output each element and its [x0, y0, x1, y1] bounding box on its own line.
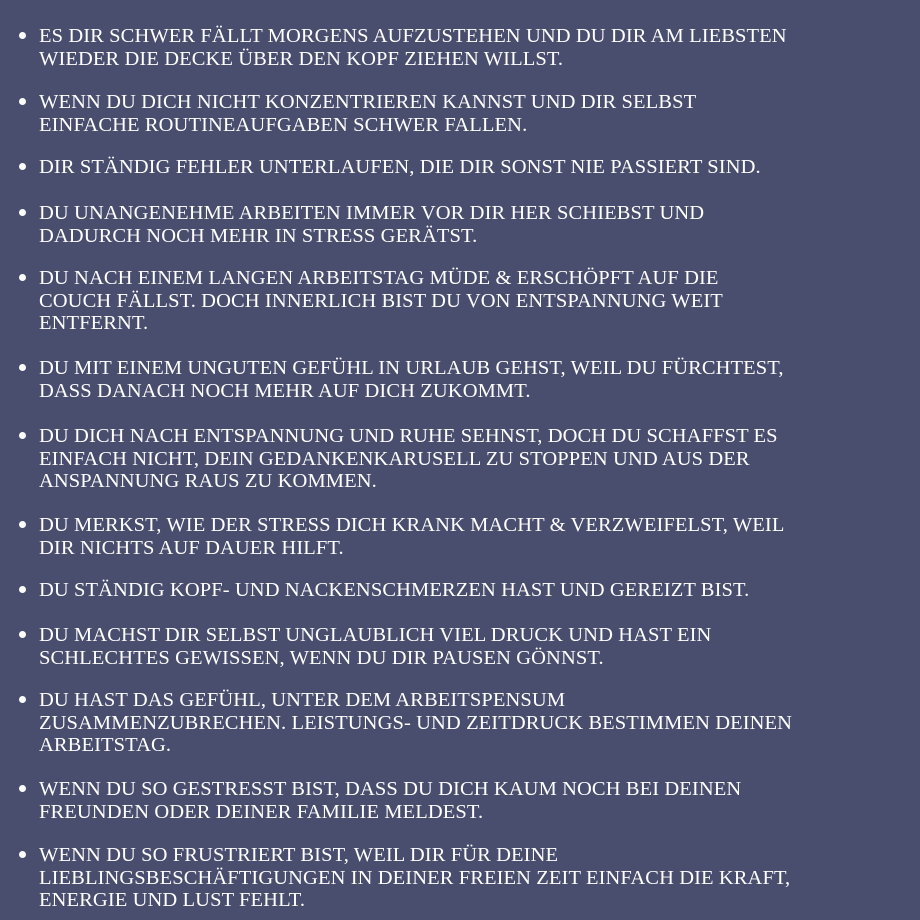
list-item-text-line: ANSPANNUNG RAUS ZU KOMMEN.	[39, 470, 377, 492]
bullet-icon	[19, 586, 26, 593]
list-item-text-line: WIEDER DIE DECKE ÜBER DEN KOPF ZIEHEN WILLST.	[39, 47, 564, 70]
list-item-text-line: DU UNANGENEHME ARBEITEN IMMER VOR DIR HER SCHIEBST UND	[39, 202, 705, 224]
bullet-icon	[19, 364, 26, 371]
list-item-text-line: WENN DU SO GESTRESST BIST, DASS DU DICH KAUM NOCH BEI DEINEN	[39, 778, 742, 800]
list-item-text-line: ENTFERNT.	[39, 312, 149, 334]
bullet-icon	[19, 432, 26, 439]
bullet-icon	[19, 163, 26, 170]
bullet-icon	[19, 851, 26, 858]
bullet-icon	[19, 32, 26, 39]
list-item-text-line: DU MACHST DIR SELBST UNGLAUBLICH VIEL DRUCK UND HAST EIN	[39, 624, 712, 646]
list-item-text-line: SCHLECHTES GEWISSEN, WENN DU DIR PAUSEN GÖNNST.	[39, 646, 604, 669]
list-item-text-line: DU MERKST, WIE DER STRESS DICH KRANK MACHT & VERZWEIFELST, WEIL	[39, 514, 785, 536]
bullet-icon	[19, 209, 26, 216]
list-item-text-line: DADURCH NOCH MEHR IN STRESS GERÄTST.	[39, 224, 478, 247]
bullet-icon	[19, 785, 26, 792]
list-item-text-line: ES DIR SCHWER FÄLLT MORGENS AUFZUSTEHEN UND DU DIR AM LIEBSTEN	[39, 25, 787, 47]
list-item-text-line: EINFACHE ROUTINEAUFGABEN SCHWER FALLEN.	[39, 113, 528, 136]
bullet-icon	[19, 631, 26, 638]
list-item-text-line: DU STÄNDIG KOPF- UND NACKENSCHMERZEN HAST UND GEREIZT BIST.	[39, 579, 750, 601]
list-item-text-line: DU DICH NACH ENTSPANNUNG UND RUHE SEHNST, DOCH DU SCHAFFST ES	[39, 425, 778, 447]
bullet-icon	[19, 521, 26, 528]
list-item-text-line: ENERGIE UND LUST FEHLT.	[39, 889, 306, 911]
list-item-text-line: DIR NICHTS AUF DAUER HILFT.	[39, 536, 344, 559]
list-item-text-line: DIR STÄNDIG FEHLER UNTERLAUFEN, DIE DIR SONST NIE PASSIERT SIND.	[39, 156, 761, 178]
bullet-icon	[19, 274, 26, 281]
list-item-text-line: LIEBLINGSBESCHÄFTIGUNGEN IN DEINER FREIEN ZEIT EINFACH DIE KRAFT,	[39, 866, 791, 889]
list-item-text-line: COUCH FÄLLST. DOCH INNERLICH BIST DU VON ENTSPANNUNG WEIT	[39, 289, 723, 312]
list-item-text-line: DU NACH EINEM LANGEN ARBEITSTAG MÜDE & ERSCHÖPFT AUF DIE	[39, 267, 719, 289]
list-item-text-line: EINFACH NICHT, DEIN GEDANKENKARUSELL ZU STOPPEN UND AUS DER	[39, 447, 750, 470]
list-item-text-line: DU HAST DAS GEFÜHL, UNTER DEM ARBEITSPENSUM	[39, 689, 566, 711]
list-item-text-line: ARBEITSTAG.	[39, 734, 172, 756]
list-item-text-line: FREUNDEN ODER DEINER FAMILIE MELDEST.	[39, 800, 484, 823]
bullet-icon	[19, 696, 26, 703]
list-item-text-line: DASS DANACH NOCH MEHR AUF DICH ZUKOMMT.	[39, 379, 531, 402]
list-item-text-line: WENN DU DICH NICHT KONZENTRIEREN KANNST UND DIR SELBST	[39, 91, 697, 113]
list-item-text-line: ZUSAMMENZUBRECHEN. LEISTUNGS- UND ZEITDRUCK BESTIMMEN DEINEN	[39, 711, 793, 734]
list-item-text-line: WENN DU SO FRUSTRIERT BIST, WEIL DIR FÜR DEINE	[39, 844, 559, 866]
bullet-icon	[19, 98, 26, 105]
list-item-text-line: DU MIT EINEM UNGUTEN GEFÜHL IN URLAUB GEHST, WEIL DU FÜRCHTEST,	[39, 357, 784, 379]
